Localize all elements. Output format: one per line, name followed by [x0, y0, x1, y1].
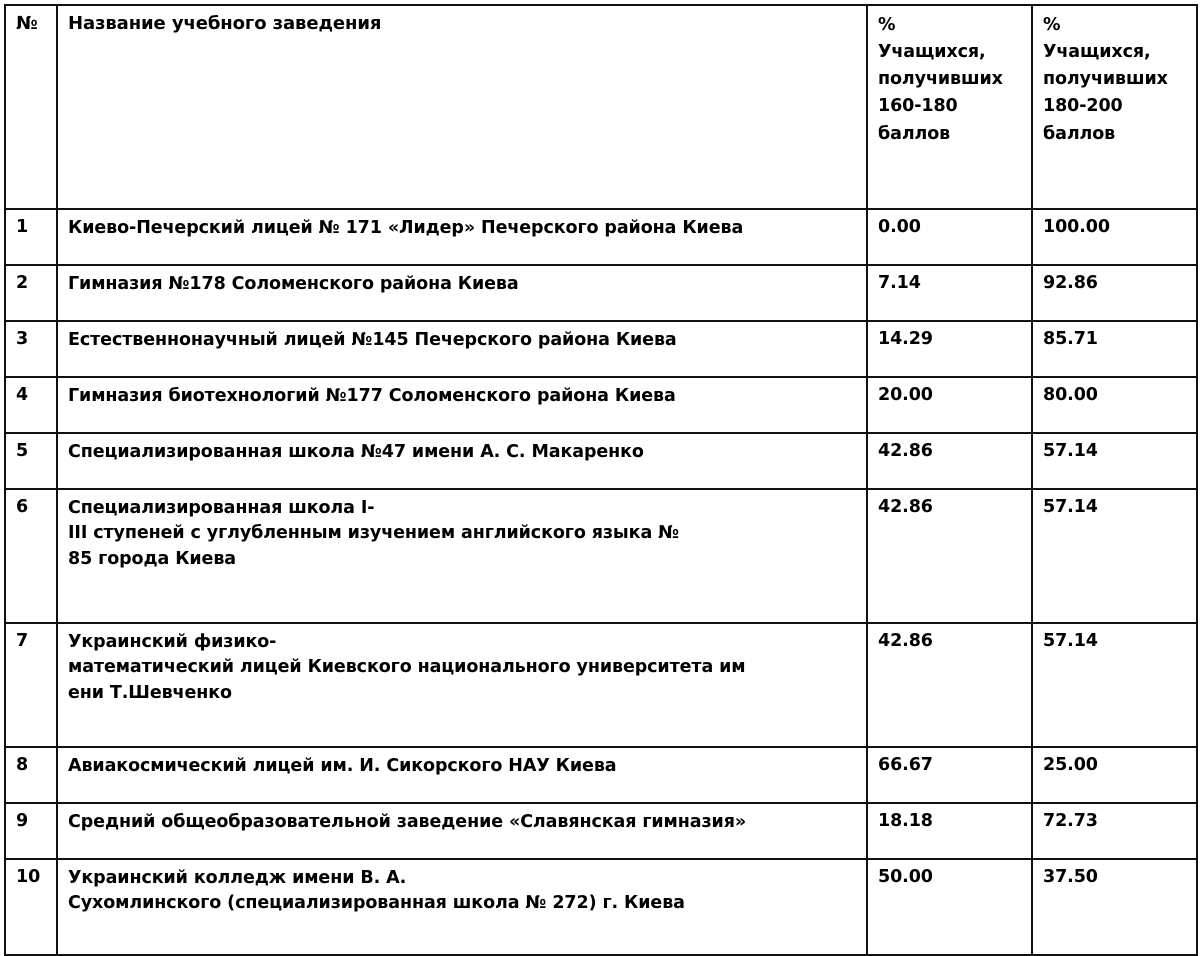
pct-160-180-value: 0.00 [867, 209, 1032, 265]
pct-160-180-value: 42.86 [867, 433, 1032, 489]
header-line-received: получивших [878, 69, 1003, 90]
row-number: 6 [5, 489, 57, 623]
institution-name [57, 747, 867, 803]
institution-name [57, 209, 867, 265]
pct-180-200-value: 80.00 [1032, 377, 1197, 433]
pct-180-200-value: 25.00 [1032, 747, 1197, 803]
pct-160-180-value: 20.00 [867, 377, 1032, 433]
row-number: 9 [5, 803, 57, 859]
header-line-symbol: % [878, 15, 896, 35]
column-header-pct-160-180 [867, 5, 1032, 209]
name-line: Специализированная школа I- [68, 498, 375, 518]
pct-160-180-value: 42.86 [867, 489, 1032, 623]
row-number: 7 [5, 623, 57, 747]
table-body [5, 209, 1197, 955]
header-line-range: 160-180 [878, 96, 958, 117]
pct-180-200-value: 100.00 [1032, 209, 1197, 265]
pct-180-200-value: 57.14 [1032, 433, 1197, 489]
name-line: Авиакосмический лицей им. И. Сикорского НАУ Киева [68, 756, 617, 776]
pct-160-180-value: 66.67 [867, 747, 1032, 803]
institution-name [57, 433, 867, 489]
row-number: 2 [5, 265, 57, 321]
table-row [5, 265, 1197, 321]
pct-160-180-value: 14.29 [867, 321, 1032, 377]
column-header-number: № [5, 5, 57, 209]
header-row [5, 5, 1197, 209]
pct-180-200-value: 85.71 [1032, 321, 1197, 377]
name-line: Естественнонаучный лицей №145 Печерского района Киева [68, 330, 677, 350]
institution-name [57, 803, 867, 859]
row-number: 1 [5, 209, 57, 265]
name-line: Украинский физико- [68, 632, 277, 652]
name-line: ени Т.Шевченко [68, 682, 232, 703]
name-line: III ступеней с углубленным изучением английского языка № [68, 523, 680, 544]
name-line: Сухомлинского (специализированная школа № 272) г. Киева [68, 893, 685, 914]
pct-160-180-value: 42.86 [867, 623, 1032, 747]
header-line-range: 180-200 [1043, 96, 1123, 117]
pct-160-180-value: 7.14 [867, 265, 1032, 321]
header-line-students: Учащихся, [1043, 42, 1151, 63]
table-row [5, 321, 1197, 377]
row-number: 8 [5, 747, 57, 803]
column-header-pct-180-200 [1032, 5, 1197, 209]
header-line-students: Учащихся, [878, 42, 986, 63]
institution-name [57, 859, 867, 955]
pct-180-200-value: 72.73 [1032, 803, 1197, 859]
institution-name [57, 489, 867, 623]
name-line: Специализированная школа №47 имени А. С. Макаренко [68, 442, 644, 462]
table-row [5, 433, 1197, 489]
school-results-table [4, 4, 1198, 956]
row-number: 4 [5, 377, 57, 433]
pct-180-200-value: 37.50 [1032, 859, 1197, 955]
institution-name [57, 265, 867, 321]
header-line-points: баллов [1043, 123, 1116, 144]
header-line-points: баллов [878, 123, 951, 144]
table-row [5, 859, 1197, 955]
table-header [5, 5, 1197, 209]
name-line: Гимназия №178 Соломенского района Киева [68, 274, 519, 294]
column-header-institution-name: Название учебного заведения [57, 5, 867, 209]
header-line-received: получивших [1043, 69, 1168, 90]
row-number: 5 [5, 433, 57, 489]
name-line: 85 города Киева [68, 548, 237, 569]
name-line: Средний общеобразовательной заведение «Славянская гимназия» [68, 812, 747, 832]
table-row [5, 623, 1197, 747]
table-row [5, 803, 1197, 859]
name-line: Киево-Печерский лицей № 171 «Лидер» Печерского района Киева [68, 218, 744, 238]
name-line: Украинский колледж имени В. А. [68, 868, 407, 888]
institution-name [57, 377, 867, 433]
table-row [5, 209, 1197, 265]
pct-180-200-value: 57.14 [1032, 489, 1197, 623]
pct-160-180-value: 18.18 [867, 803, 1032, 859]
pct-160-180-value: 50.00 [867, 859, 1032, 955]
row-number: 3 [5, 321, 57, 377]
pct-180-200-value: 92.86 [1032, 265, 1197, 321]
row-number: 10 [5, 859, 57, 955]
institution-name [57, 321, 867, 377]
table-row [5, 377, 1197, 433]
table-row [5, 489, 1197, 623]
name-line: Гимназия биотехнологий №177 Соломенского района Киева [68, 386, 676, 406]
name-line: математический лицей Киевского национального универcитета им [68, 657, 746, 678]
table-row [5, 747, 1197, 803]
institution-name [57, 623, 867, 747]
pct-180-200-value: 57.14 [1032, 623, 1197, 747]
header-line-symbol: % [1043, 15, 1061, 35]
